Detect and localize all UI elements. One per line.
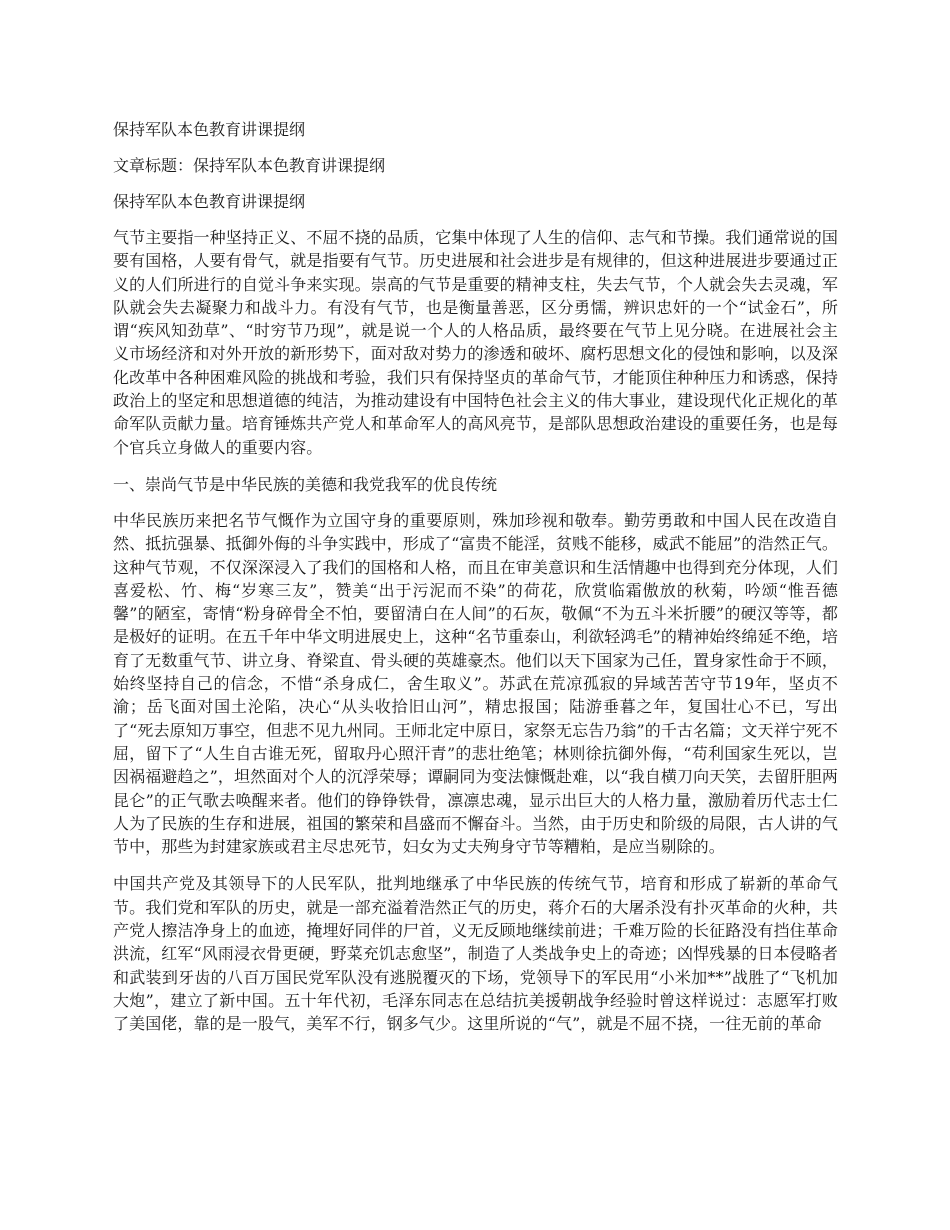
intro-paragraph: 气节主要指一种坚持正义、不屈不挠的品质，它集中体现了人生的信仰、志气和节操。我们通常说的国要有国格，人要有骨气，就是指要有气节。历史进展和社会进步是有规律的，但这种进展进步要通过正义的人们所进行的自觉斗争来实现。崇高的气节是重要的精神支柱，失去气节，个人就会失去灵魂，军队就会失去凝聚力和战斗力。有没有气节，也是衡量善恶，区分勇懦，辨识忠奸的一个“试金石”，所谓“疾风知劲草”、“时穷节乃现”，就是说一个人的人格品质，最终要在气节上见分晓。在进展社会主义市场经济和对外开放的新形势下，面对敌对势力的渗透和破坏、腐朽思想文化的侵蚀和影响，以及深化改革中各种困难风险的挑战和考验，我们只有保持坚贞的革命气节，才能顶住种种压力和诱惑，保持政治上的坚定和思想道德的纯洁，为推动建设有中国特色社会主义的伟大事业，建设现代化正规化的革命军队贡献力量。培育锤炼共产党人和革命军人的高风亮节，是部队思想政治建设的重要任务，也是每个官兵立身做人的重要内容。 [113,228,838,457]
document-title: 保持军队本色教育讲课提纲 [113,120,306,139]
section-heading: 一、崇尚气节是中华民族的美德和我党我军的优良传统 [113,474,498,494]
document-subtitle: 保持军队本色教育讲课提纲 [113,192,306,211]
body-paragraph: 中华民族历来把名节气慨作为立国守身的重要原则，殊加珍视和敬奉。勤劳勇敢和中国人民在改造自然、抵抗强暴、抵御外侮的斗争实践中，形成了“富贵不能淫，贫贱不能移，威武不能屈”的浩然正气。这种气节观，不仅深深浸入了我们的国格和人格，而且在审美意识和生活情趣中也得到充分体现，人们喜爱松、竹、梅“岁寒三友”，赞美“出于污泥而不染”的荷花，欣赏临霜傲放的秋菊，吟颂“惟吾德馨”的陋室，寄情“粉身碎骨全不怕，要留清白在人间”的石灰，敬佩“不为五斗米折腰”的硬汉等等，都是极好的证明。在五千年中华文明进展史上，这种“名节重泰山，利欲轻鸿毛”的精神始终绵延不绝，培育了无数重气节、讲立身、脊梁直、骨头硬的英雄豪杰。他们以天下国家为己任，置身家性命于不顾，始终坚持自己的信念，不惜“杀身成仁，舍生取义”。苏武在荒凉孤寂的异域苦苦守节19年，坚贞不渝；岳飞面对国土沦陷，决心“从头收拾旧山河”，精忠报国；陆游垂暮之年，复国壮心不已，写出了“死去原知万事空，但悲不见九州同。王师北定中原日，家祭无忘告乃翁”的千古名篇；文天祥宁死不屈，留下了“人生自古谁无死，留取丹心照汗青”的悲壮绝笔；林则徐抗御外侮，“苟利国家生死以，岂因祸福避趋之”，坦然面对个人的沉浮荣辱；谭嗣同为变法慷慨赴难，以“我自横刀向天笑，去留肝胆两昆仑”的正气歌去唤醒来者。他们的铮铮铁骨，凛凛忠魂，显示出巨大的人格力量，激励着历代志士仁人为了民族的生存和进展，祖国的繁荣和昌盛而不懈奋斗。当然，由于历史和阶级的局限，古人讲的气节中，那些为封建家族或君主尽忠死节，妇女为丈夫殉身守节等糟粕，是应当剔除的。 [113,510,838,857]
article-title-line: 文章标题：保持军队本色教育讲课提纲 [113,156,386,175]
body-paragraph: 中国共产党及其领导下的人民军队，批判地继承了中华民族的传统气节，培育和形成了崭新的革命气节。我们党和军队的历史，就是一部充溢着浩然正气的历史，蒋介石的大屠杀没有扑灭革命的火种，共产党人擦洁净身上的血迹，掩埋好同伴的尸首，义无反顾地继续前进；千难万险的长征路没有挡住革命洪流，红军“风雨浸衣骨更硬，野菜充饥志愈坚”，制造了人类战争史上的奇迹；凶悍残暴的日本侵略者和武装到牙齿的八百万国民党军队没有逃脱覆灭的下场，党领导下的军民用“小米加**”战胜了“飞机加大炮”，建立了新中国。五十年代初，毛泽东同志在总结抗美援朝战争经验时曾这样说过：志愿军打败了美国佬，靠的是一股气，美军不行，钢多气少。这里所说的“气”，就是不屈不挠，一往无前的革命 [113,874,838,1034]
